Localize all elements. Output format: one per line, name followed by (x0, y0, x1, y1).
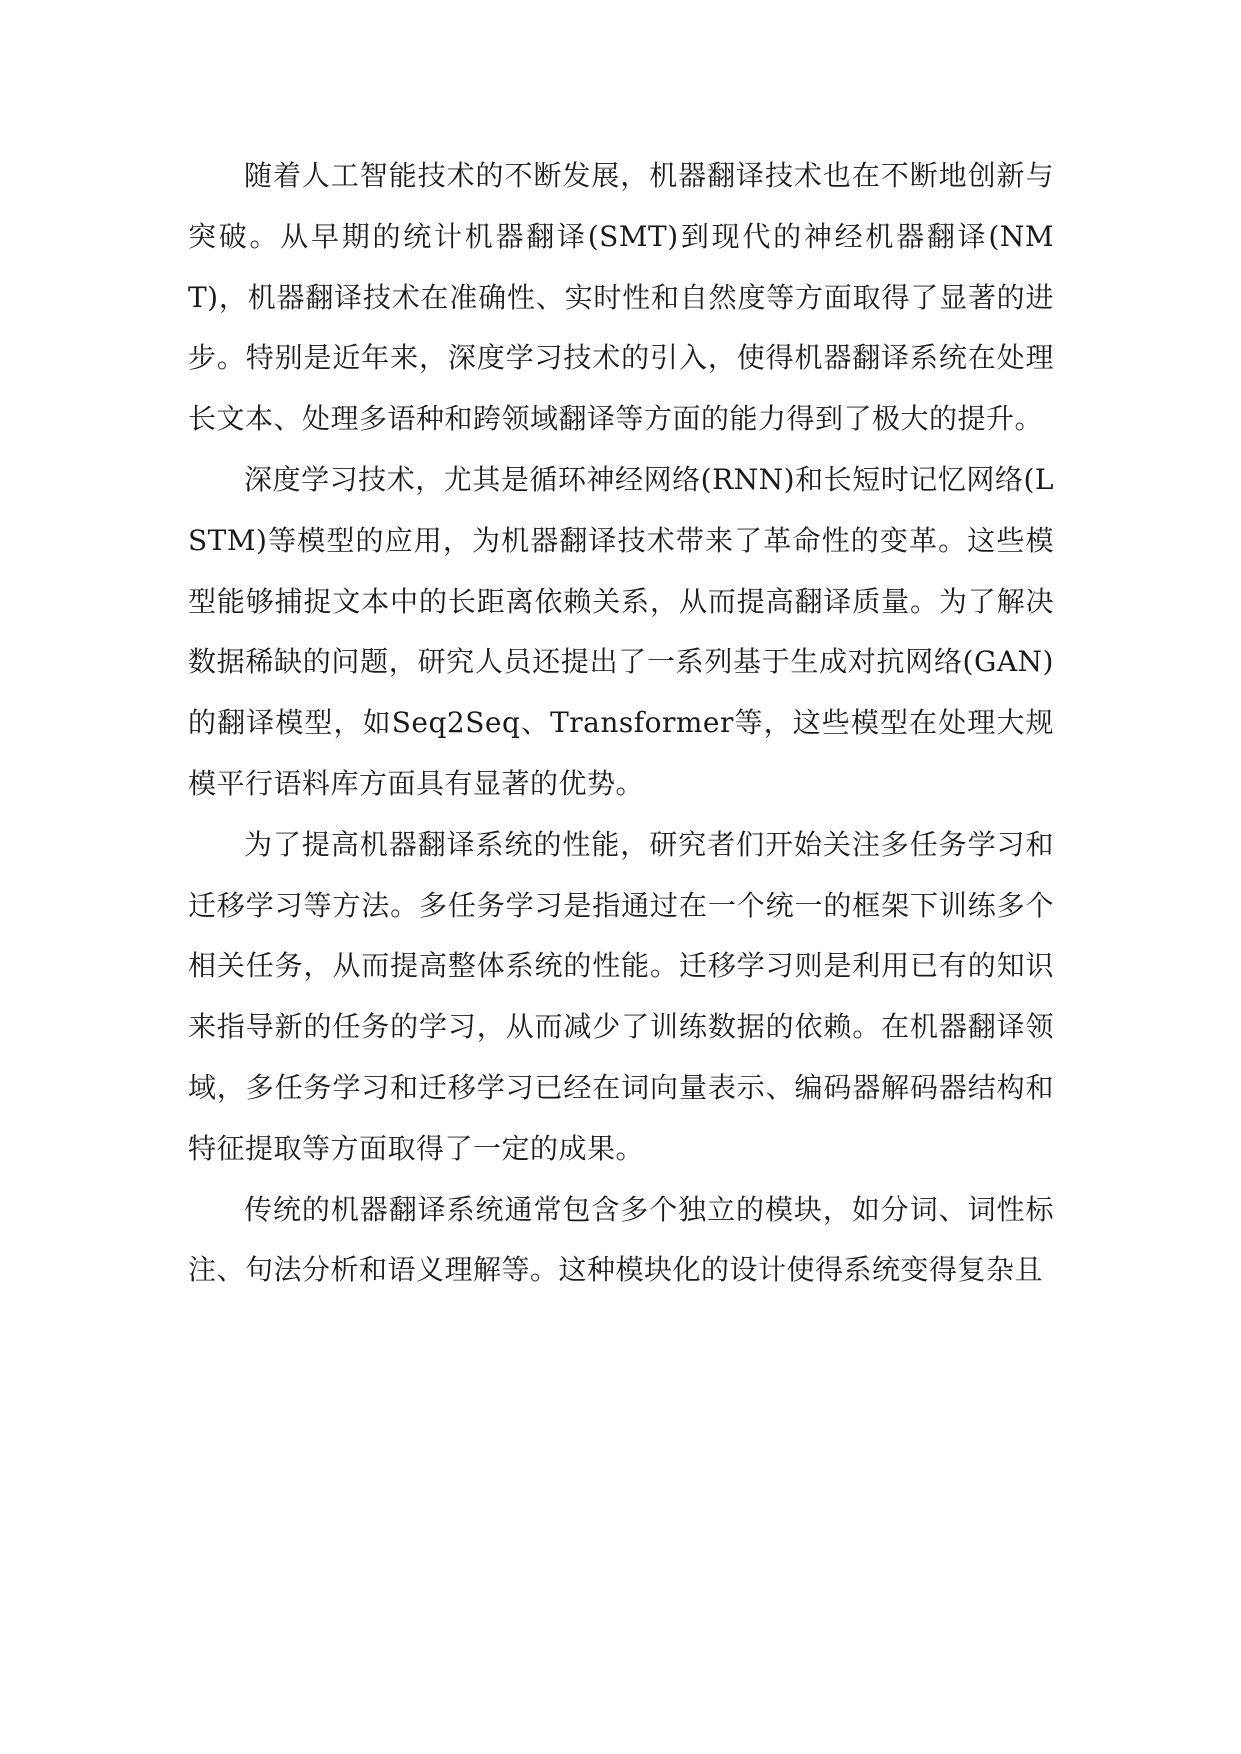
paragraph-1: 随着人工智能技术的不断发展，机器翻译技术也在不断地创新与突破。从早期的统计机器翻译(SMT)到现代的神经机器翻译(NMT)，机器翻译技术在准确性、实时性和自然度等方面取得了显著的进步。特别是近年来，深度学习技术的引入，使得机器翻译系统在处理长文本、处理多语种和跨领域翻译等方面的能力得到了极大的提升。 (188, 159, 1054, 436)
body-text (188, 146, 1054, 1301)
paragraph-4: 传统的机器翻译系统通常包含多个独立的模块，如分词、词性标注、句法分析和语义理解等。这种模块化的设计使得系统变得复杂且 (188, 1192, 1054, 1287)
paragraph-3: 为了提高机器翻译系统的性能，研究者们开始关注多任务学习和迁移学习等方法。多任务学习是指通过在一个统一的框架下训练多个相关任务，从而提高整体系统的性能。迁移学习则是利用已有的知识来指导新的任务的学习，从而减少了训练数据的依赖。在机器翻译领域，多任务学习和迁移学习已经在词向量表示、编码器解码器结构和特征提取等方面取得了一定的成果。 (188, 827, 1054, 1165)
paragraph-2: 深度学习技术，尤其是循环神经网络(RNN)和长短时记忆网络(LSTM)等模型的应用，为机器翻译技术带来了革命性的变革。这些模型能够捕捉文本中的长距离依赖关系，从而提高翻译质量。为了解决数据稀缺的问题，研究人员还提出了一系列基于生成对抗网络(GAN)的翻译模型，如Seq2Seq、Transformer等，这些模型在处理大规模平行语料库方面具有显著的优势。 (188, 462, 1054, 800)
